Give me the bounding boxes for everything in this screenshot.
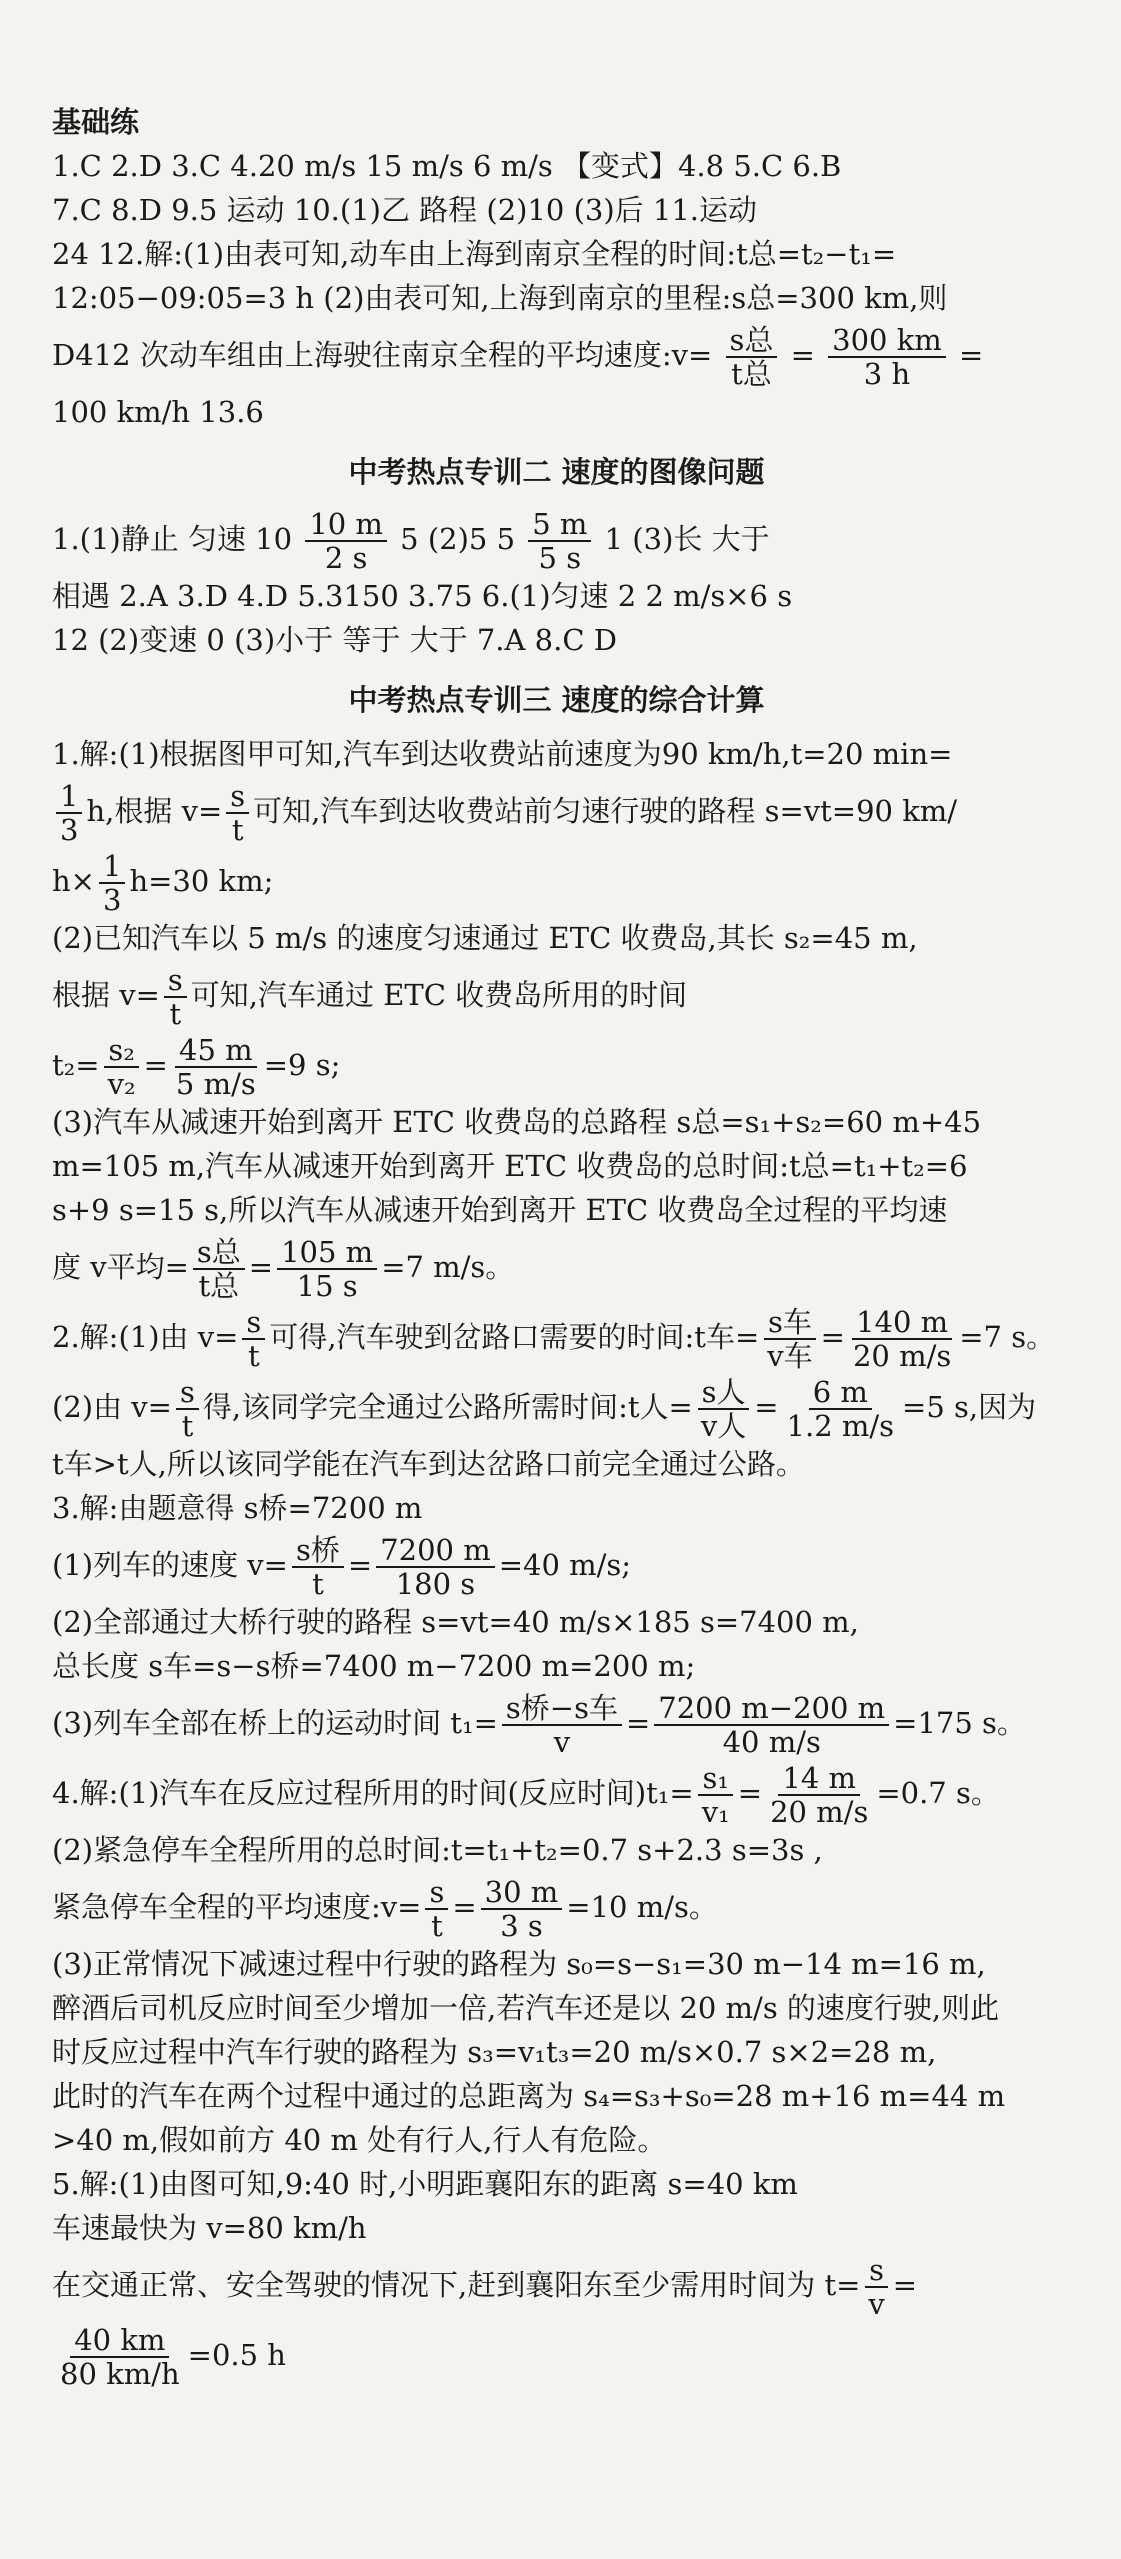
hot2-line-1 — [52, 504, 1061, 574]
numerator: s — [176, 1376, 199, 1410]
numerator: 10 m — [305, 508, 387, 542]
text: = — [625, 1706, 651, 1740]
numerator: 7200 m−200 m — [654, 1692, 889, 1726]
text: = — [959, 338, 984, 372]
numerator: s₂ — [104, 1034, 139, 1068]
p3-line-5 — [52, 1688, 1061, 1758]
p3-line-3: (2)全部通过大桥行驶的路程 s=vt=40 m/s×185 s=7400 m, — [52, 1605, 859, 1639]
text: (1)列车的速度 v= — [52, 1548, 288, 1582]
text: = — [820, 1320, 845, 1354]
fraction — [99, 850, 125, 916]
p4-line-8: >40 m,假如前方 40 m 处有行人,行人有危险。 — [52, 2123, 667, 2157]
fraction — [697, 1376, 750, 1442]
fraction — [726, 324, 778, 390]
text: =7 s。 — [959, 1320, 1056, 1354]
text: = — [347, 1548, 373, 1582]
p1-line-1: 1.解:(1)根据图甲可知,汽车到达收费站前速度为90 km/h,t=20 min= — [52, 737, 953, 771]
fraction — [828, 324, 946, 390]
fraction — [783, 1376, 899, 1442]
numerator: 300 km — [828, 324, 946, 358]
text: 可得,汽车驶到岔路口需要的时间:t车= — [269, 1320, 760, 1354]
text: = — [248, 1250, 274, 1284]
denominator: 5 s — [538, 541, 582, 575]
p3-line-2 — [52, 1530, 1061, 1600]
text: 可知,汽车通过 ETC 收费岛所用的时间 — [190, 978, 688, 1012]
text: = — [737, 1776, 763, 1810]
text: = — [754, 1390, 779, 1424]
p4-line-6: 时反应过程中汽车行驶的路程为 s₃=v₁t₃=20 m/s×0.7 s×2=28 m, — [52, 2035, 937, 2069]
numerator: 1 — [56, 780, 82, 814]
text: h× — [52, 864, 95, 898]
fraction — [56, 2324, 184, 2390]
fraction — [763, 1306, 816, 1372]
p2-line-1 — [52, 1302, 1061, 1372]
denominator: 3 s — [500, 1909, 543, 1943]
text: =9 s; — [263, 1048, 341, 1082]
denominator: v车 — [767, 1339, 813, 1373]
numerator: 30 m — [481, 1876, 563, 1910]
numerator: 14 m — [778, 1762, 860, 1796]
p5-line-4 — [52, 2320, 1061, 2390]
fraction — [766, 1762, 872, 1828]
denominator: v人 — [700, 1409, 747, 1443]
numerator: s — [242, 1306, 265, 1340]
p1-line-5 — [52, 960, 1061, 1030]
fraction — [242, 1306, 265, 1372]
numerator: s — [164, 964, 187, 998]
p4-line-2: (2)紧急停车全程所用的总时间:t=t₁+t₂=0.7 s+2.3 s=3s , — [52, 1833, 823, 1867]
fraction — [226, 780, 249, 846]
denominator: 40 m/s — [722, 1725, 821, 1759]
text: = — [892, 2268, 918, 2302]
text: 4.解:(1)汽车在反应过程所用的时间(反应时间)t₁= — [52, 1776, 694, 1810]
basic-line-4: 12:05−09:05=3 h (2)由表可知,上海到南京的里程:s总=300 km,则 — [52, 281, 948, 315]
denominator: v — [553, 1725, 571, 1759]
text: =0.5 h — [187, 2338, 286, 2372]
p1-line-7: (3)汽车从减速开始到离开 ETC 收费岛的总路程 s总=s₁+s₂=60 m+45 — [52, 1105, 982, 1139]
denominator: 20 m/s — [852, 1339, 952, 1373]
fraction — [481, 1876, 563, 1942]
p5-line-1: 5.解:(1)由图可知,9:40 时,小明距襄阳东的距离 s=40 km — [52, 2167, 798, 2201]
basic-section — [52, 100, 1061, 434]
basic-line-1: 1.C 2.D 3.C 4.20 m/s 15 m/s 6 m/s 【变式】4.8 5.C 6.B — [52, 149, 842, 183]
p4-line-7: 此时的汽车在两个过程中通过的总距离为 s₄=s₃+s₀=28 m+16 m=44 m — [52, 2079, 1006, 2113]
text: =10 m/s。 — [566, 1890, 718, 1924]
p2-line-2 — [52, 1372, 1061, 1442]
numerator: 7200 m — [376, 1534, 495, 1568]
hot2-line-3: 12 (2)变速 0 (3)小于 等于 大于 7.A 8.C D — [52, 623, 617, 657]
denominator: t总 — [198, 1269, 240, 1303]
p2-line-3: t车>t人,所以该同学能在汽车到达岔路口前完全通过公路。 — [52, 1447, 805, 1481]
fraction — [528, 508, 591, 574]
p1-line-10 — [52, 1232, 1061, 1302]
numerator: s桥 — [292, 1534, 344, 1568]
text: =175 s。 — [893, 1706, 1026, 1740]
text: 1 (3)长 大于 — [604, 522, 770, 556]
denominator: v₂ — [107, 1067, 136, 1101]
text: (2)由 v= — [52, 1390, 172, 1424]
denominator: t — [169, 997, 182, 1031]
p1-line-4: (2)已知汽车以 5 m/s 的速度匀速通过 ETC 收费岛,其长 s₂=45 m, — [52, 921, 918, 955]
p5-line-2: 车速最快为 v=80 km/h — [52, 2211, 367, 2245]
hot3-section — [52, 678, 1061, 2390]
denominator: 180 s — [395, 1567, 476, 1601]
text: 得,该同学完全通过公路所需时间:t人= — [202, 1390, 693, 1424]
denominator: t总 — [731, 357, 772, 391]
denominator: 2 s — [324, 541, 368, 575]
numerator: s总 — [193, 1236, 245, 1270]
numerator: s桥−s车 — [502, 1692, 622, 1726]
text: =0.7 s。 — [876, 1776, 1000, 1810]
numerator: 6 m — [809, 1376, 872, 1410]
text: 根据 v= — [52, 978, 160, 1012]
text: (3)列车全部在桥上的运动时间 t₁= — [52, 1706, 498, 1740]
denominator: v₁ — [701, 1795, 730, 1829]
text: = — [452, 1890, 477, 1924]
p4-line-4: (3)正常情况下减速过程中行驶的路程为 s₀=s−s₁=30 m−14 m=16 m, — [52, 1947, 986, 1981]
denominator: t — [231, 813, 244, 847]
basic-line-6: 100 km/h 13.6 — [52, 395, 264, 429]
numerator: s₁ — [698, 1762, 733, 1796]
denominator: 5 m/s — [175, 1067, 256, 1101]
basic-line-2: 7.C 8.D 9.5 运动 10.(1)乙 路程 (2)10 (3)后 11.运动 — [52, 193, 758, 227]
denominator: 15 s — [296, 1269, 358, 1303]
numerator: s — [425, 1876, 448, 1910]
text: D412 次动车组由上海驶往南京全程的平均速度:v= — [52, 338, 713, 372]
fraction — [172, 1034, 260, 1100]
fraction — [292, 1534, 344, 1600]
numerator: s总 — [726, 324, 778, 358]
denominator: 20 m/s — [770, 1795, 869, 1829]
denominator: t — [431, 1909, 443, 1943]
numerator: 40 km — [70, 2324, 169, 2358]
numerator: 105 m — [277, 1236, 377, 1270]
p5-line-3 — [52, 2250, 1061, 2320]
p4-line-5: 醉酒后司机反应时间至少增加一倍,若汽车还是以 20 m/s 的速度行驶,则此 — [52, 1991, 1000, 2025]
numerator: 140 m — [852, 1306, 952, 1340]
p1-line-2 — [52, 776, 1061, 846]
fraction — [849, 1306, 955, 1372]
basic-line-5 — [52, 320, 1061, 390]
hot3-title: 中考热点专训三 速度的综合计算 — [348, 683, 765, 717]
denominator: 3 — [60, 813, 79, 847]
p4-line-3 — [52, 1872, 1061, 1942]
basic-title: 基础练 — [52, 105, 140, 139]
text: 1.(1)静止 匀速 10 — [52, 522, 293, 556]
p1-line-8: m=105 m,汽车从减速开始到离开 ETC 收费岛的总时间:t总=t₁+t₂=6 — [52, 1149, 968, 1183]
fraction — [277, 1236, 377, 1302]
fraction — [164, 964, 187, 1030]
text: 5 (2)5 5 — [400, 522, 516, 556]
fraction — [376, 1534, 495, 1600]
denominator: 80 km/h — [60, 2357, 180, 2391]
p3-line-4: 总长度 s车=s−s桥=7400 m−7200 m=200 m; — [52, 1649, 696, 1683]
numerator: s车 — [764, 1306, 816, 1340]
text: = — [790, 338, 815, 372]
numerator: s — [865, 2254, 888, 2288]
numerator: 5 m — [528, 508, 591, 542]
p4-line-1 — [52, 1758, 1061, 1828]
text: t₂= — [52, 1048, 100, 1082]
denominator: 1.2 m/s — [786, 1409, 895, 1443]
hot2-section — [52, 450, 1061, 662]
numerator: s人 — [698, 1376, 750, 1410]
fraction — [193, 1236, 245, 1302]
fraction — [864, 2254, 888, 2320]
fraction — [502, 1692, 622, 1758]
denominator: t — [312, 1567, 324, 1601]
text: h,根据 v= — [86, 794, 223, 828]
denominator: 3 — [102, 883, 122, 917]
text: = — [143, 1048, 168, 1082]
fraction — [654, 1692, 889, 1758]
denominator: t — [248, 1339, 260, 1373]
denominator: 3 h — [863, 357, 911, 391]
p1-line-3 — [52, 846, 1061, 916]
text: =5 s,因为 — [902, 1390, 1037, 1424]
text: 可知,汽车到达收费站前匀速行驶的路程 s=vt=90 km/ — [253, 794, 958, 828]
hot2-line-2: 相遇 2.A 3.D 4.D 5.3150 3.75 6.(1)匀速 2 2 m/s×6 s — [52, 579, 793, 613]
denominator: t — [181, 1409, 194, 1443]
fraction — [698, 1762, 734, 1828]
basic-line-3: 24 12.解:(1)由表可知,动车由上海到南京全程的时间:t总=t₂−t₁= — [52, 237, 897, 271]
fraction — [56, 780, 82, 846]
text: 紧急停车全程的平均速度:v= — [52, 1890, 422, 1924]
text: 在交通正常、安全驾驶的情况下,赶到襄阳东至少需用时间为 t= — [52, 2268, 861, 2302]
p1-line-6 — [52, 1030, 1061, 1100]
fraction — [305, 508, 387, 574]
fraction — [104, 1034, 140, 1100]
text: 度 v平均= — [52, 1250, 189, 1284]
numerator: 1 — [99, 850, 125, 884]
text: h=30 km; — [129, 864, 274, 898]
hot2-title: 中考热点专训二 速度的图像问题 — [348, 455, 765, 489]
numerator: s — [226, 780, 249, 814]
p3-line-1: 3.解:由题意得 s桥=7200 m — [52, 1491, 423, 1525]
denominator: v — [868, 2287, 885, 2321]
fraction — [425, 1876, 448, 1942]
fraction — [176, 1376, 199, 1442]
p1-line-9: s+9 s=15 s,所以汽车从减速开始到离开 ETC 收费岛全过程的平均速 — [52, 1193, 948, 1227]
text: 2.解:(1)由 v= — [52, 1320, 239, 1354]
text: =40 m/s; — [498, 1548, 632, 1582]
text: =7 m/s。 — [381, 1250, 515, 1284]
numerator: 45 m — [175, 1034, 257, 1068]
